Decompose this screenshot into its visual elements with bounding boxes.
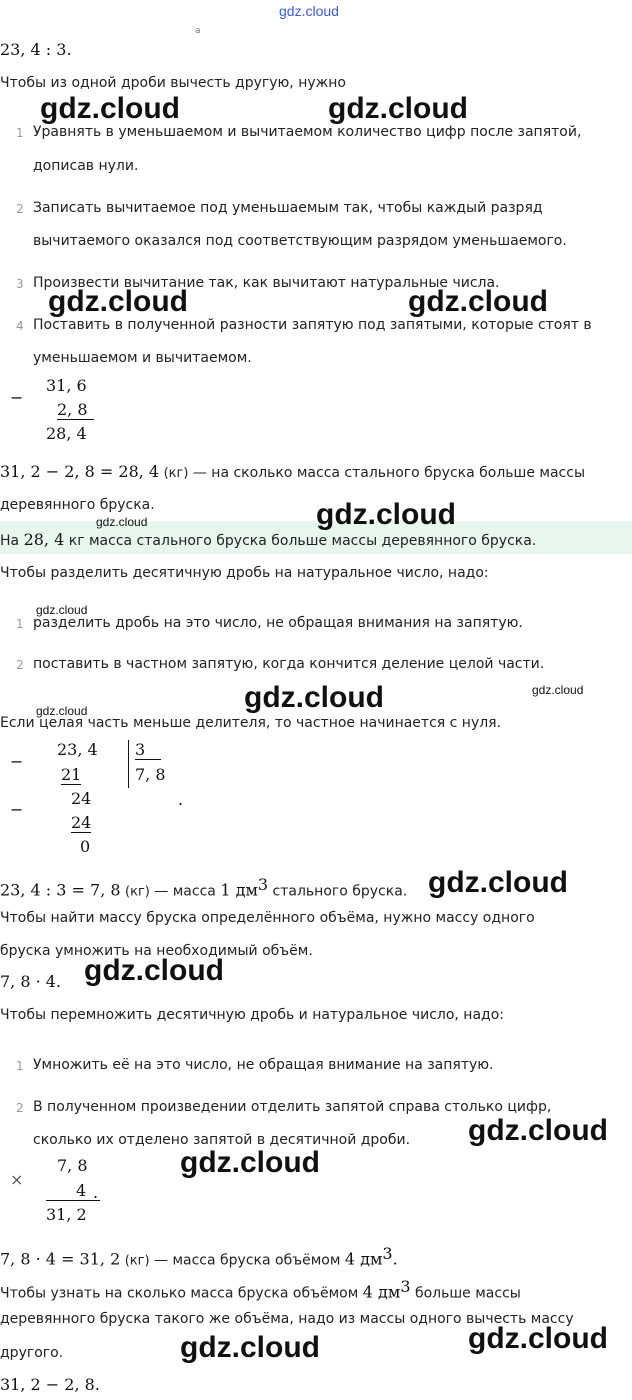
minus-sign: − (10, 752, 24, 771)
expression-last: 31, 2 − 2, 8. (0, 1375, 100, 1394)
minus-sign: − (10, 388, 24, 407)
watermark: gdz.cloud (36, 603, 88, 617)
step-text: разделить дробь на это число, не обращая внимания на запятую. (33, 615, 523, 631)
watermark: gdz.cloud (468, 1322, 608, 1355)
watermark: gdz.cloud (180, 1331, 320, 1364)
times-sign: × (10, 1170, 24, 1189)
intro-difference-cont: деревянного бруска такого же объёма, надо из массы одного вычесть массу (0, 1311, 574, 1327)
answer-line: На 28, 4 кг масса стального бруска больше массы деревянного бруска. (0, 530, 537, 549)
minuend: 31, 6 (46, 376, 87, 395)
step-number: 1 (16, 617, 24, 631)
watermark: gdz.cloud (36, 704, 88, 718)
step-text: Умножить её на это число, не обращая внимание на запятую. (33, 1057, 494, 1073)
watermark: gdz.cloud (328, 92, 468, 125)
divisor: 3 (135, 740, 161, 760)
watermark: gdz.cloud (408, 285, 548, 318)
watermark: gdz.cloud (84, 954, 224, 987)
remainder: 24 (71, 789, 92, 808)
step-number: 1 (16, 1059, 24, 1073)
watermark: gdz.cloud (40, 92, 180, 125)
watermark: gdz.cloud (48, 285, 188, 318)
multiplier: 4 (46, 1181, 100, 1201)
minus-sign: − (10, 800, 24, 819)
intro-divide: Чтобы разделить десятичную дробь на натуральное число, надо: (0, 565, 489, 581)
quotient: 7, 8 (135, 765, 166, 784)
result-subtraction-cont: деревянного бруска. (0, 497, 155, 513)
step-number: 2 (16, 658, 24, 672)
step-text: сколько их отделено запятой в десятичной дроби. (33, 1132, 411, 1148)
step-text: поставить в частном запятую, когда кончится деление целой части. (33, 656, 545, 672)
partial-subtrahend: 21 (61, 765, 82, 784)
step-text: вычитаемого оказался под соответствующим разрядом уменьшаемого. (33, 233, 567, 249)
stray-mark: а (195, 26, 201, 36)
step-number: 4 (16, 319, 24, 333)
step-text: Произвести вычитание так, как вычитают натуральные числа. (33, 275, 500, 291)
step-text: Записать вычитаемое под уменьшаемым так, чтобы каждый разряд (33, 200, 543, 216)
intro-difference: Чтобы узнать на сколько масса бруска объёмом 4 $дм^3$ больше массы (0, 1277, 521, 1302)
step-text: В полученном произведении отделить запятой справа столько цифр, (33, 1099, 552, 1115)
expression-1: 23, 4 : 3. (0, 40, 72, 59)
watermark: gdz.cloud (532, 683, 584, 697)
watermark: gdz.cloud (180, 1146, 320, 1179)
step-text: Поставить в полученной разности запятую под запятыми, которые стоят в (33, 317, 592, 333)
multiplicand: 7, 8 (57, 1156, 88, 1175)
division-note: Если целая часть меньше делителя, то частное начинается с нуля. (0, 715, 502, 731)
step-number: 1 (16, 126, 24, 140)
intro-mass: Чтобы найти массу бруска определённого объёма, нужно массу одного (0, 910, 535, 926)
watermark: gdz.cloud (244, 681, 384, 714)
watermark: gdz.cloud (96, 515, 148, 529)
step-text: уменьшаемом и вычитаемом. (33, 350, 252, 366)
intro-difference-end: другого. (0, 1345, 64, 1361)
step-number: 3 (16, 277, 24, 291)
step-text: Уравнять в уменьшаемом и вычитаемом количество цифр после запятой, (33, 124, 582, 140)
step-number: 2 (16, 202, 24, 216)
expression-multiply: 7, 8 · 4. (0, 972, 62, 991)
result-division: 23, 4 : 3 = 7, 8 (кг) — масса 1 $дм^3$ стального бруска. (0, 875, 408, 900)
division-bar (128, 740, 129, 788)
result-multiply: 7, 8 · 4 = 31, 2 (кг) — масса бруска объёмом 4 $дм^3$. (0, 1244, 398, 1269)
intro-mass-cont: бруска умножить на необходимый объём. (0, 943, 313, 959)
watermark: gdz.cloud (316, 498, 456, 531)
watermark: gdz.cloud (428, 866, 568, 899)
dividend: 23, 4 (57, 740, 98, 759)
subtrahend: 2, 8 (57, 400, 94, 420)
difference: 28, 4 (46, 424, 87, 443)
period: . (178, 790, 184, 809)
site-brand-link[interactable]: gdz.cloud (279, 3, 339, 19)
partial-subtrahend: 24 (71, 813, 92, 832)
intro-multiply: Чтобы перемножить десятичную дробь и натуральное число, надо: (0, 1007, 504, 1023)
step-text: дописав нули. (33, 158, 139, 174)
step-number: 2 (16, 1101, 24, 1115)
watermark: gdz.cloud (468, 1114, 608, 1147)
product: 31, 2 (46, 1205, 87, 1224)
final-remainder: 0 (80, 837, 91, 856)
result-subtraction: 31, 2 − 2, 8 = 28, 4 (кг) — на сколько масса стального бруска больше массы (0, 462, 586, 481)
intro-subtract: Чтобы из одной дроби вычесть другую, нужно (0, 75, 346, 91)
period: . (93, 1183, 99, 1202)
